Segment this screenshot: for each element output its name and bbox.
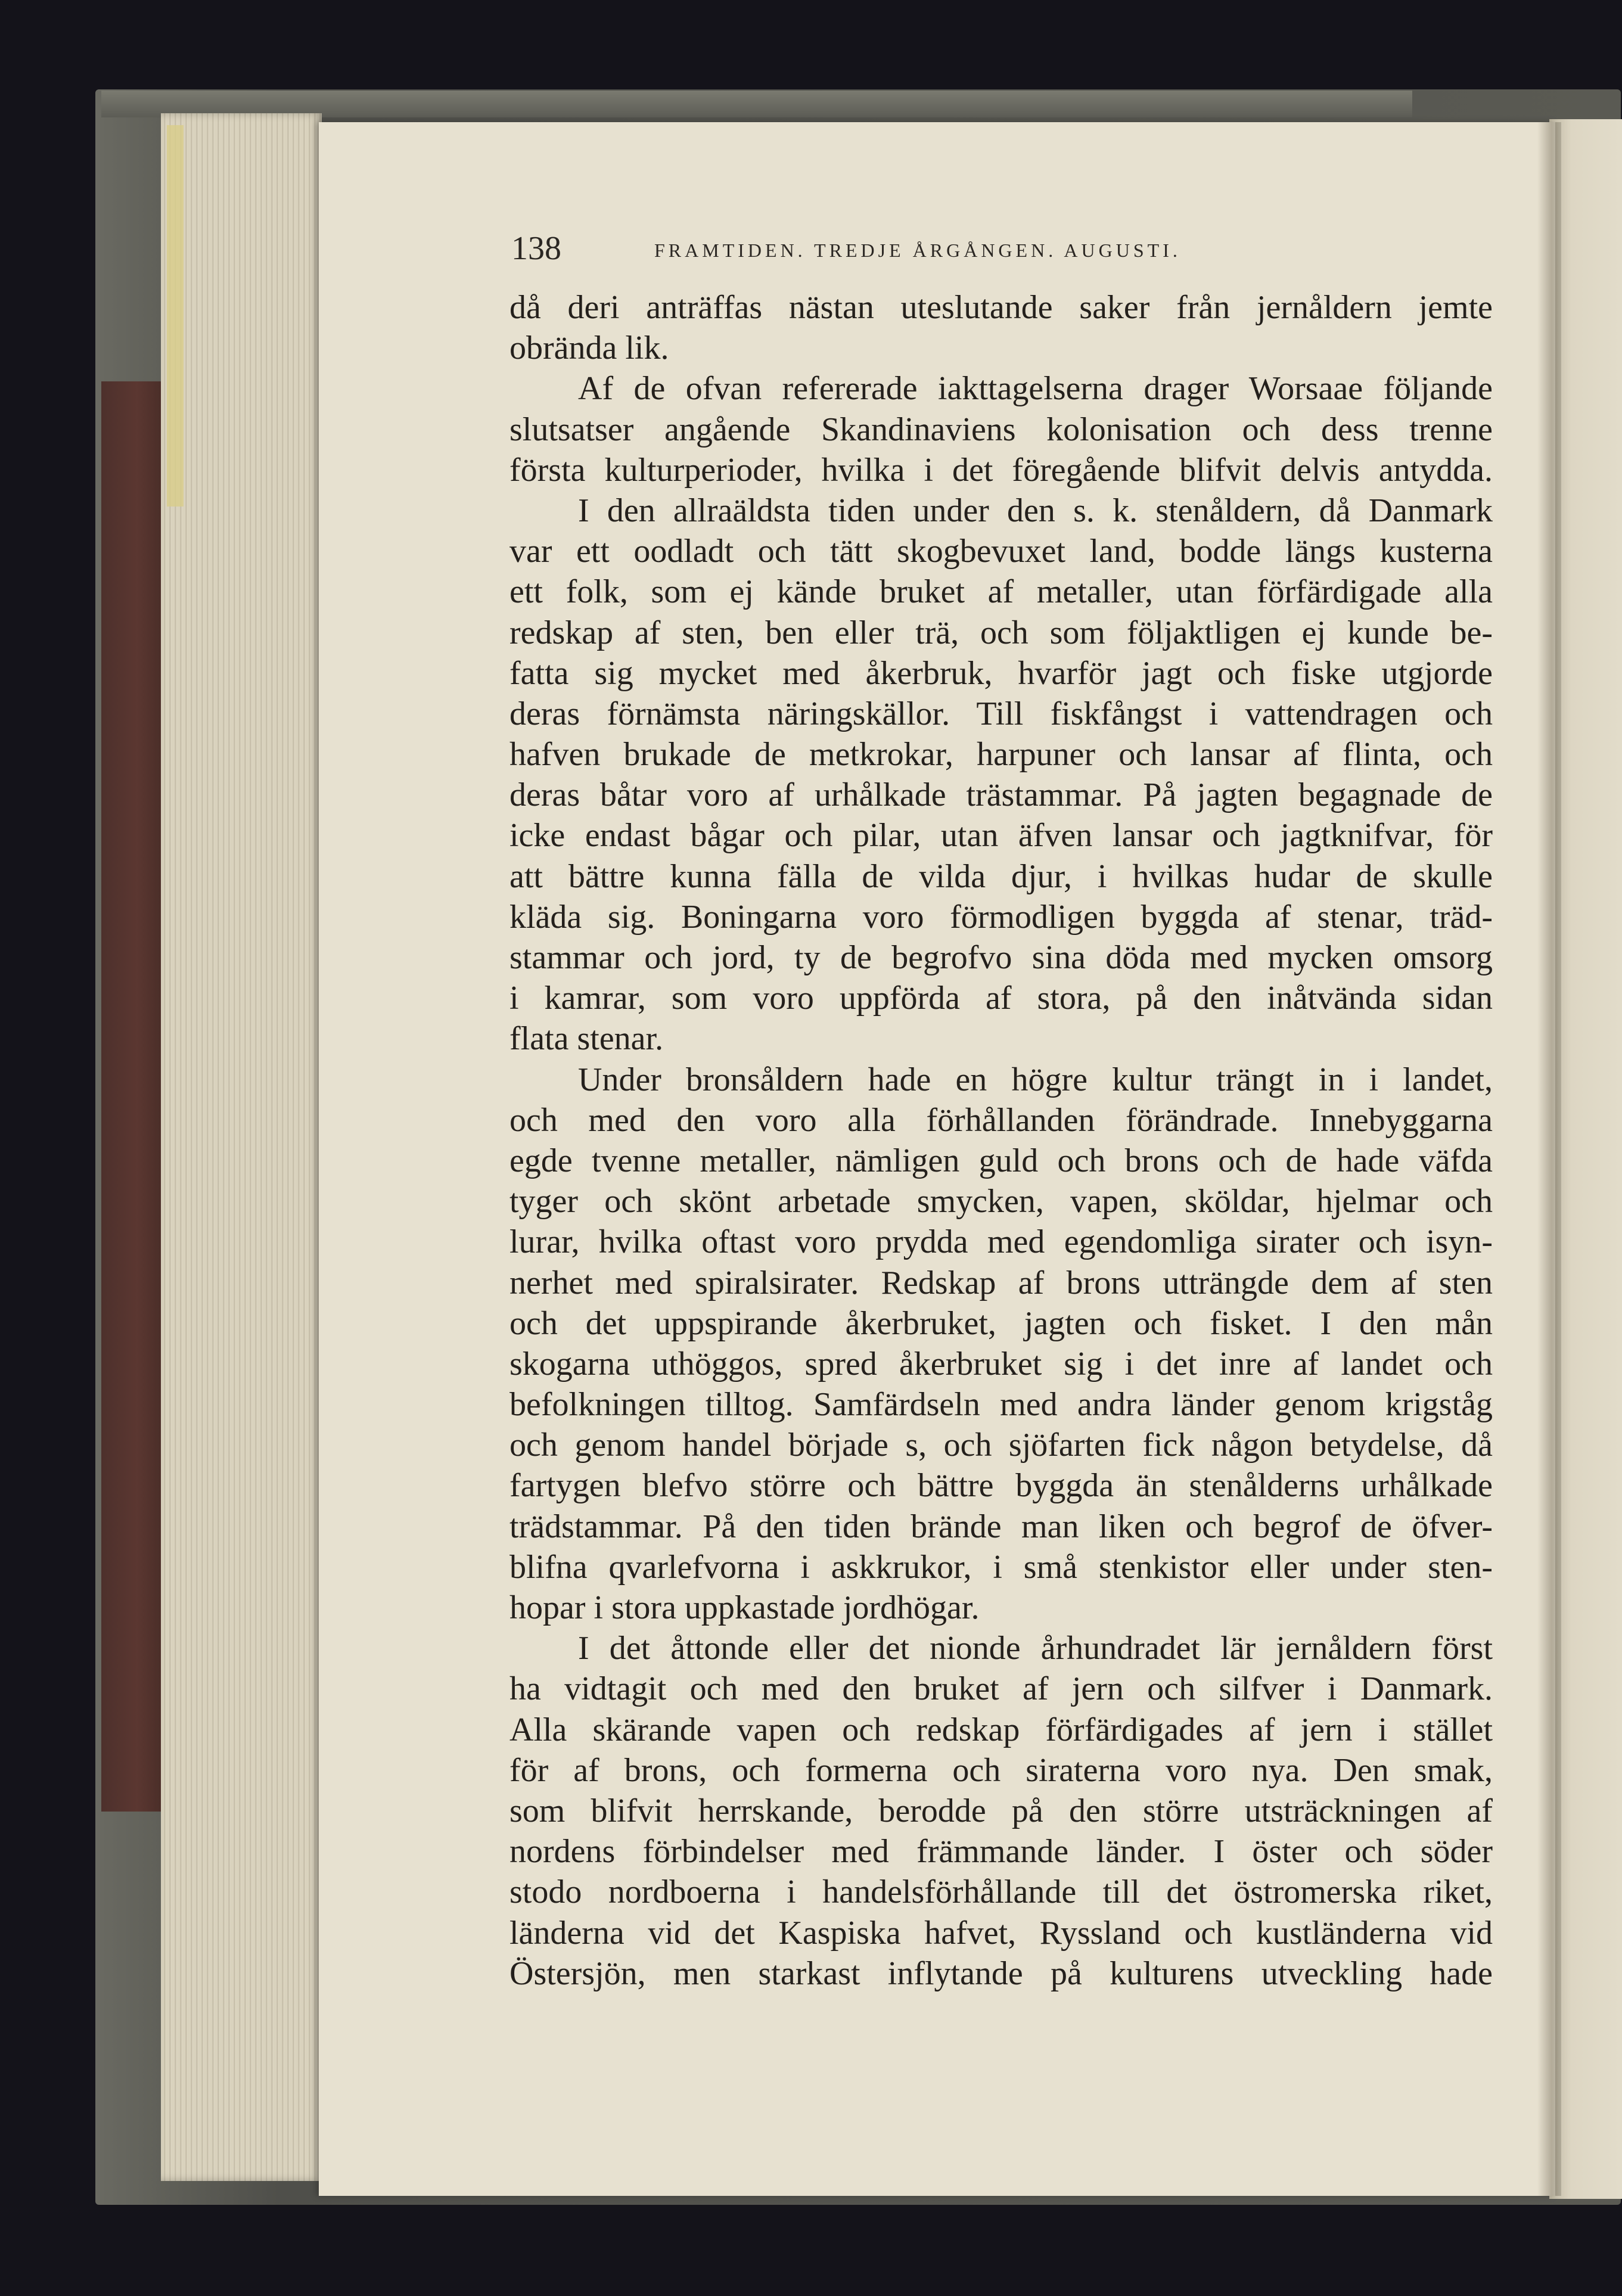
- text-line: ha vidtagit och med den bruket af jern och silfver i Danmark.: [509, 1670, 1493, 1708]
- text-line: obrända lik.: [509, 330, 669, 367]
- text-line: slutsatser angående Skandinaviens kolonisation och dess trenne: [509, 411, 1493, 448]
- text-line: lurar, hvilka oftast voro prydda med egendomliga sirater och isyn-: [509, 1223, 1493, 1261]
- text-line: Af de ofvan refererade iakttagelserna drager Worsaae följande: [578, 370, 1493, 408]
- text-line: för af brons, och formerna och siraterna voro nya. Den smak,: [509, 1751, 1493, 1789]
- text-line: nordens förbindelser med främmande länder. I öster och söder: [509, 1833, 1493, 1871]
- text-line: Alla skärande vapen och redskap förfärdigades af jern i stället: [509, 1711, 1493, 1748]
- text-line: befolkningen tilltog. Samfärdseln med andra länder genom krigståg: [509, 1386, 1493, 1424]
- text-line: icke endast bågar och pilar, utan äfven lansar och jagtknifvar, för: [509, 817, 1493, 855]
- text-line: första kulturperioder, hvilka i det föregående blifvit delvis antydda.: [509, 451, 1493, 489]
- text-line: Östersjön, men starkast inflytande på kulturens utveckling hade: [509, 1955, 1493, 1992]
- text-line: stodo nordboerna i handelsförhållande till det östromerska riket,: [509, 1874, 1493, 1911]
- text-line: och genom handel började s, och sjöfarten fick någon betydelse, då: [509, 1427, 1493, 1464]
- text-line: då deri anträffas nästan uteslutande saker från jernåldern jemte: [509, 289, 1493, 326]
- text-line: fartygen blefvo större och bättre byggda än stenålderns urhålkade: [509, 1467, 1493, 1505]
- text-line: trädstammar. På den tiden brände man liken och begrof de öfver-: [509, 1508, 1493, 1545]
- running-head-title: FRAMTIDEN. TREDJE ÅRGÅNGEN. AUGUSTI.: [654, 240, 1181, 261]
- text-line: flata stenar.: [509, 1020, 664, 1058]
- text-line: fatta sig mycket med åkerbruk, hvarför jagt och fiske utgjorde: [509, 654, 1493, 692]
- text-line: i kamrar, som voro uppförda af stora, på den inåtvända sidan: [509, 980, 1493, 1017]
- text-line: skogarna uthöggos, spred åkerbruket sig i det inre af landet och: [509, 1345, 1493, 1382]
- text-line: I det åttonde eller det nionde århundradet lär jernåldern först: [578, 1630, 1493, 1667]
- text-line: deras båtar voro af urhålkade trästammar. På jagten begagnade de: [509, 776, 1493, 814]
- text-line: tyger och skönt arbetade smycken, vapen, sköldar, hjelmar och: [509, 1183, 1493, 1220]
- page-gutter-shadow: [1537, 122, 1561, 2196]
- text-line: kläda sig. Boningarna voro förmodligen byggda af stenar, träd-: [509, 898, 1493, 936]
- text-line: hafven brukade de metkrokar, harpuner och lansar af flinta, och: [509, 736, 1493, 773]
- text-line: och med den voro alla förhållanden förändrade. Innebyggarna: [509, 1101, 1493, 1139]
- page-number: 138: [511, 230, 561, 267]
- text-line: ett folk, som ej kände bruket af metaller, utan förfärdigade alla: [509, 573, 1493, 611]
- page-tab-marker: [167, 125, 184, 507]
- text-line: I den allraäldsta tiden under den s. k. stenåldern, då Danmark: [578, 492, 1493, 529]
- running-head: [511, 228, 1494, 269]
- body-text: [509, 287, 1493, 1994]
- text-line: stammar och jord, ty de begrofvo sina döda med mycken omsorg: [509, 939, 1493, 976]
- text-line: var ett oodladt och tätt skogbevuxet land, bodde längs kusterna: [509, 533, 1493, 570]
- page-block-edges: [161, 113, 322, 2181]
- text-line: och det uppspirande åkerbruket, jagten och fisket. I den mån: [509, 1304, 1493, 1342]
- text-line: som blifvit herrskande, berodde på den större utsträckningen af: [509, 1792, 1493, 1829]
- text-line: blifna qvarlefvorna i askkrukor, i små stenkistor eller under sten-: [509, 1548, 1493, 1586]
- text-line: länderna vid det Kaspiska hafvet, Ryssland och kustländerna vid: [509, 1914, 1493, 1952]
- text-line: egde tvenne metaller, nämligen guld och brons och de hade väfda: [509, 1142, 1493, 1179]
- text-line: redskap af sten, ben eller trä, och som följaktligen ej kunde be-: [509, 614, 1493, 651]
- text-line: nerhet med spiralsirater. Redskap af brons utträngde dem af sten: [509, 1264, 1493, 1301]
- text-line: att bättre kunna fälla de vilda djur, i hvilkas hudar de skulle: [509, 857, 1493, 895]
- text-line: Under bronsåldern hade en högre kultur trängt in i landet,: [578, 1061, 1493, 1098]
- text-line: hopar i stora uppkastade jordhögar.: [509, 1589, 980, 1626]
- text-line: deras förnämsta näringskällor. Till fiskfångst i vattendragen och: [509, 695, 1493, 732]
